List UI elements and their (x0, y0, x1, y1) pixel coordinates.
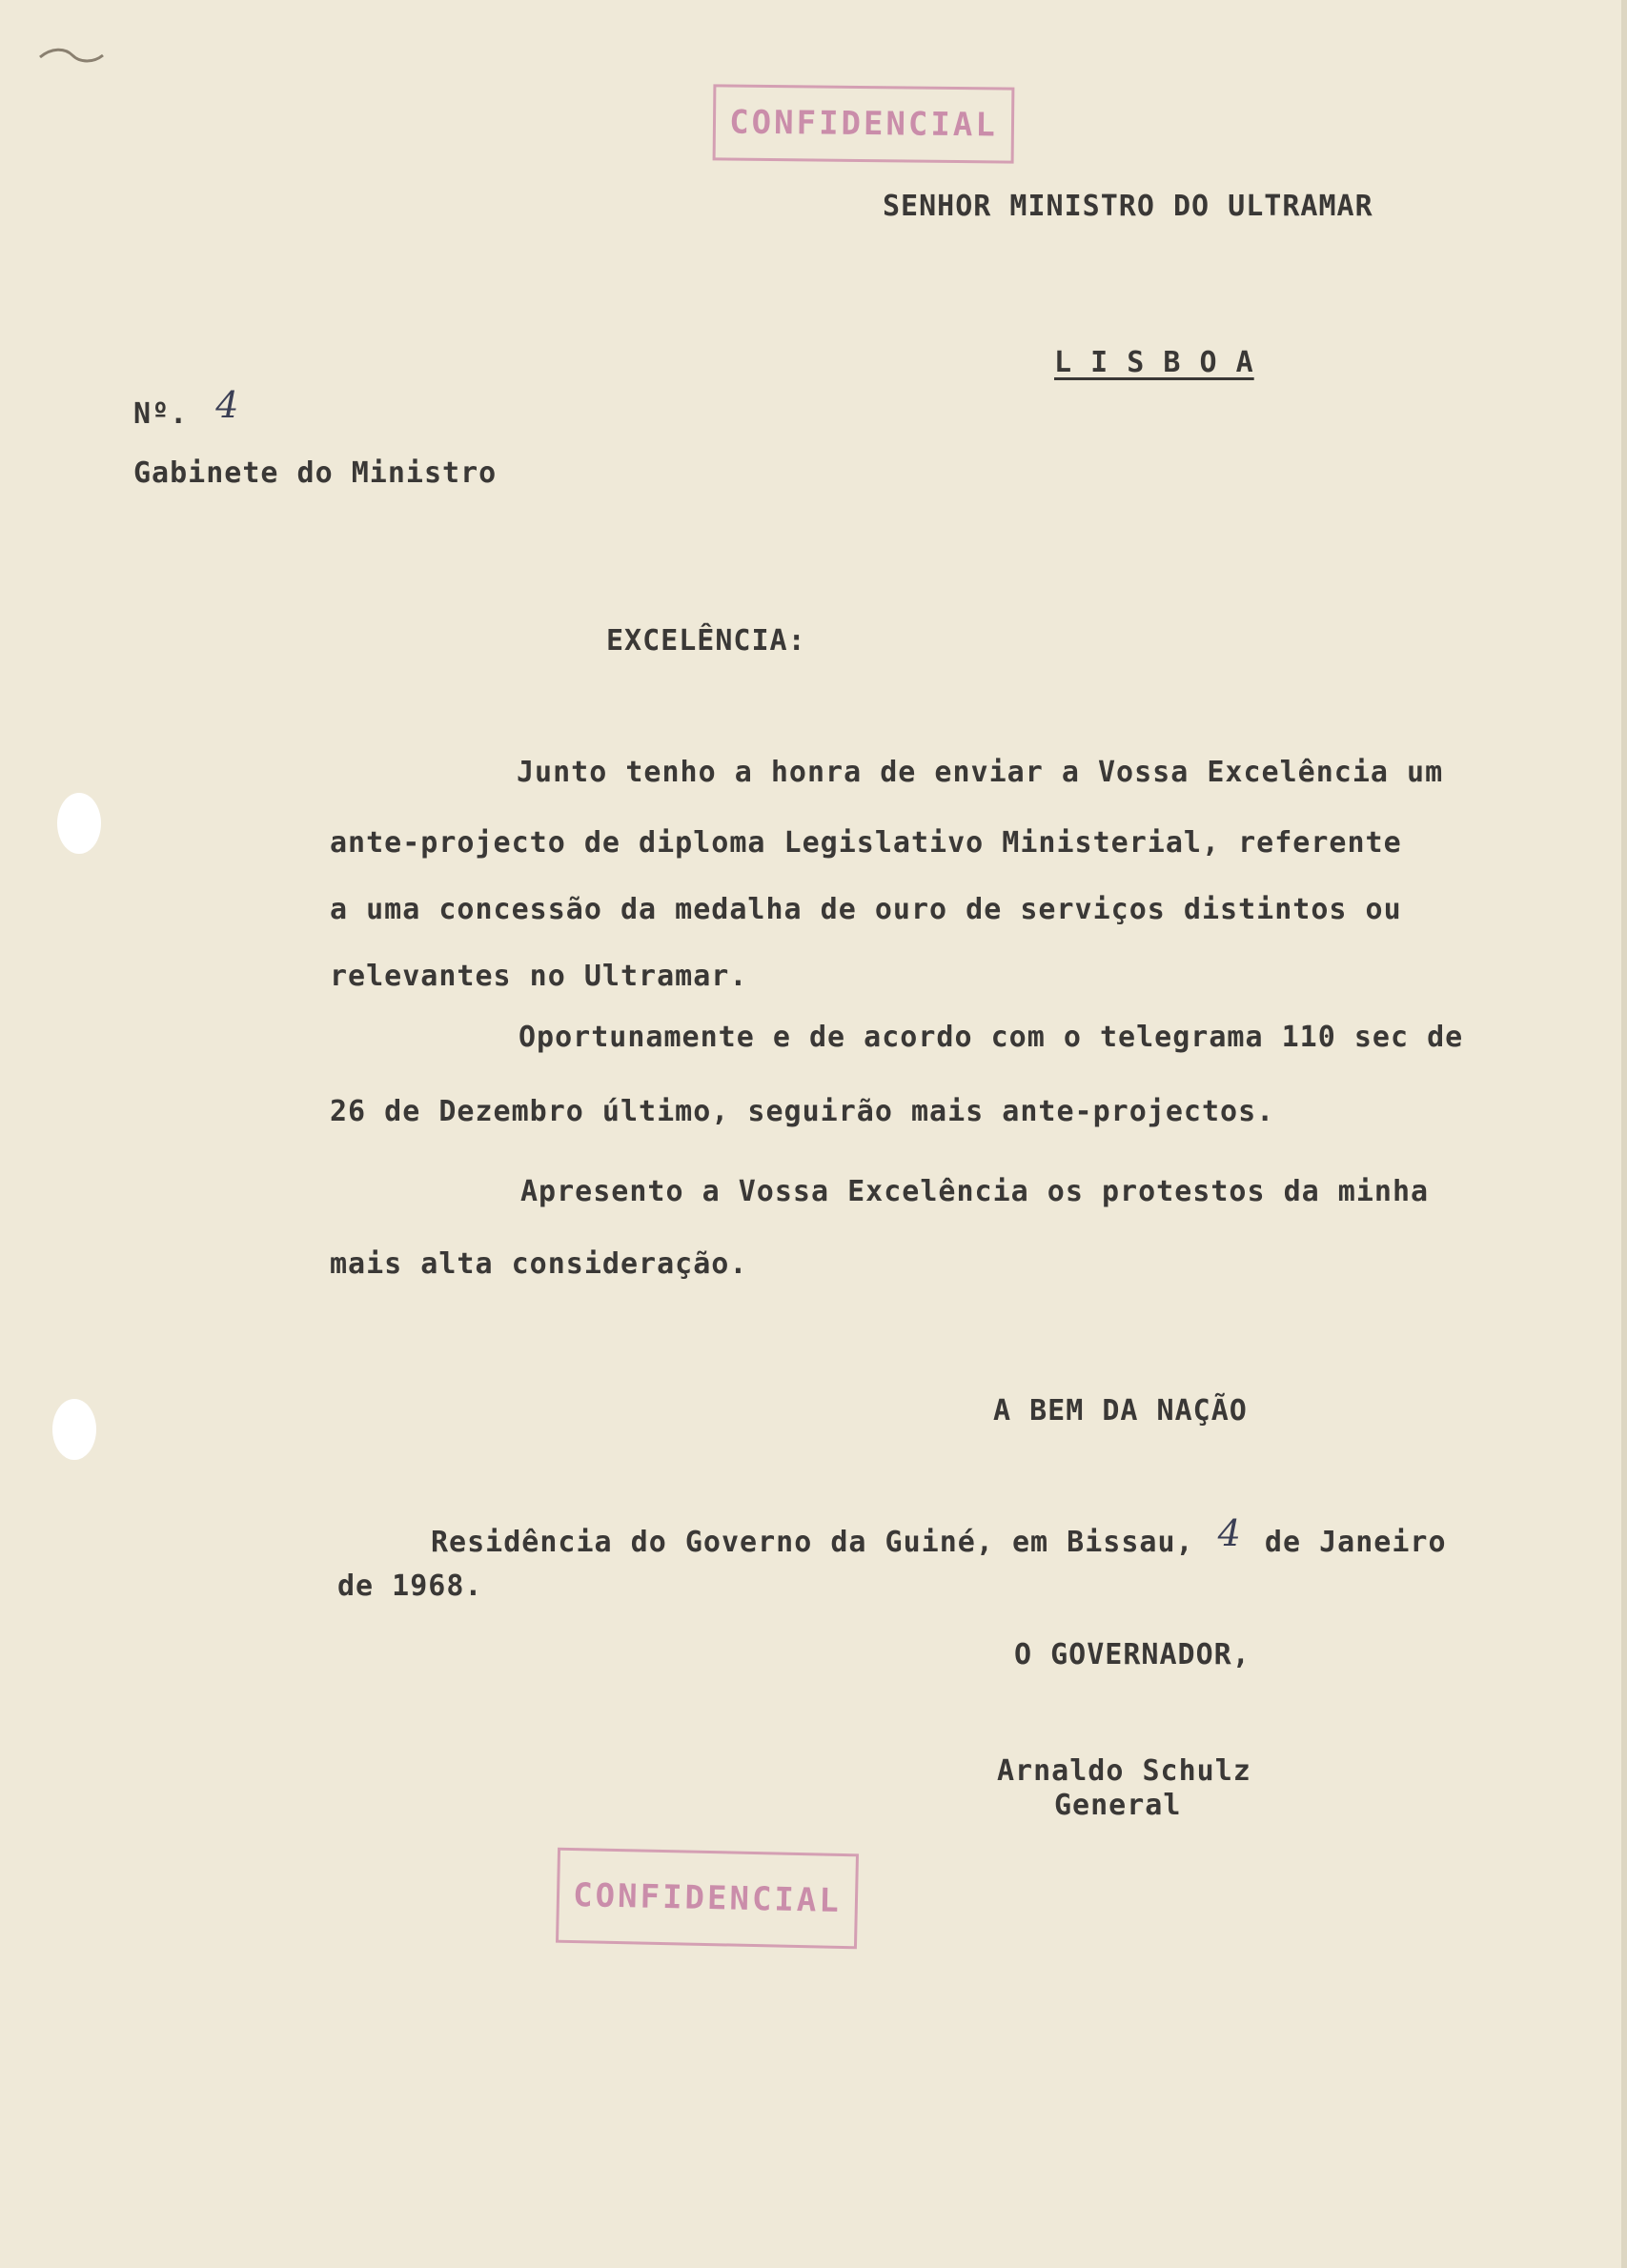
date-month: de Janeiro (1264, 1526, 1447, 1559)
reference-number (133, 384, 239, 431)
reference-number-label: Nº. (133, 397, 189, 431)
body-line-6: 26 de Dezembro último, seguirão mais ante-projectos. (330, 1095, 1275, 1128)
confidential-stamp-top: CONFIDENCIAL (713, 84, 1015, 163)
body-line-2: ante-projecto de diploma Legislativo Ministerial, referente (330, 826, 1402, 860)
date-day: 4 (1217, 1512, 1241, 1554)
body-line-1: Junto tenho a honra de enviar a Vossa Excelência um (517, 756, 1444, 789)
body-line-4: relevantes no Ultramar. (330, 960, 748, 993)
reference-number-value: 4 (215, 384, 239, 426)
signer-rank: General (1054, 1789, 1182, 1822)
reference-office: Gabinete do Ministro (133, 456, 498, 490)
confidential-stamp-bottom: CONFIDENCIAL (556, 1848, 859, 1950)
place-date-line (431, 1512, 1447, 1559)
body-line-8: mais alta consideração. (330, 1247, 748, 1281)
place-prefix: Residência do Governo da Guiné, em Bissau, (431, 1526, 1194, 1559)
date-year: de 1968. (337, 1569, 483, 1603)
paper-edge (1621, 0, 1627, 2268)
closing-motto: A BEM DA NAÇÃO (993, 1394, 1248, 1428)
salutation: EXCELÊNCIA: (606, 624, 806, 658)
punch-hole-top (57, 793, 101, 854)
signer-title: O GOVERNADOR, (1014, 1638, 1251, 1671)
signer-name: Arnaldo Schulz (997, 1754, 1251, 1788)
body-line-7: Apresento a Vossa Excelência os protestos da minha (520, 1175, 1430, 1208)
punch-hole-bottom (52, 1399, 96, 1460)
addressee-city: L I S B O A (1054, 346, 1254, 379)
addressee-line: SENHOR MINISTRO DO ULTRAMAR (883, 190, 1373, 223)
body-line-5: Oportunamente e de acordo com o telegrama 110 sec de (519, 1021, 1464, 1054)
paper-clip-mark (38, 44, 105, 65)
body-line-3: a uma concessão da medalha de ouro de serviços distintos ou (330, 893, 1402, 926)
